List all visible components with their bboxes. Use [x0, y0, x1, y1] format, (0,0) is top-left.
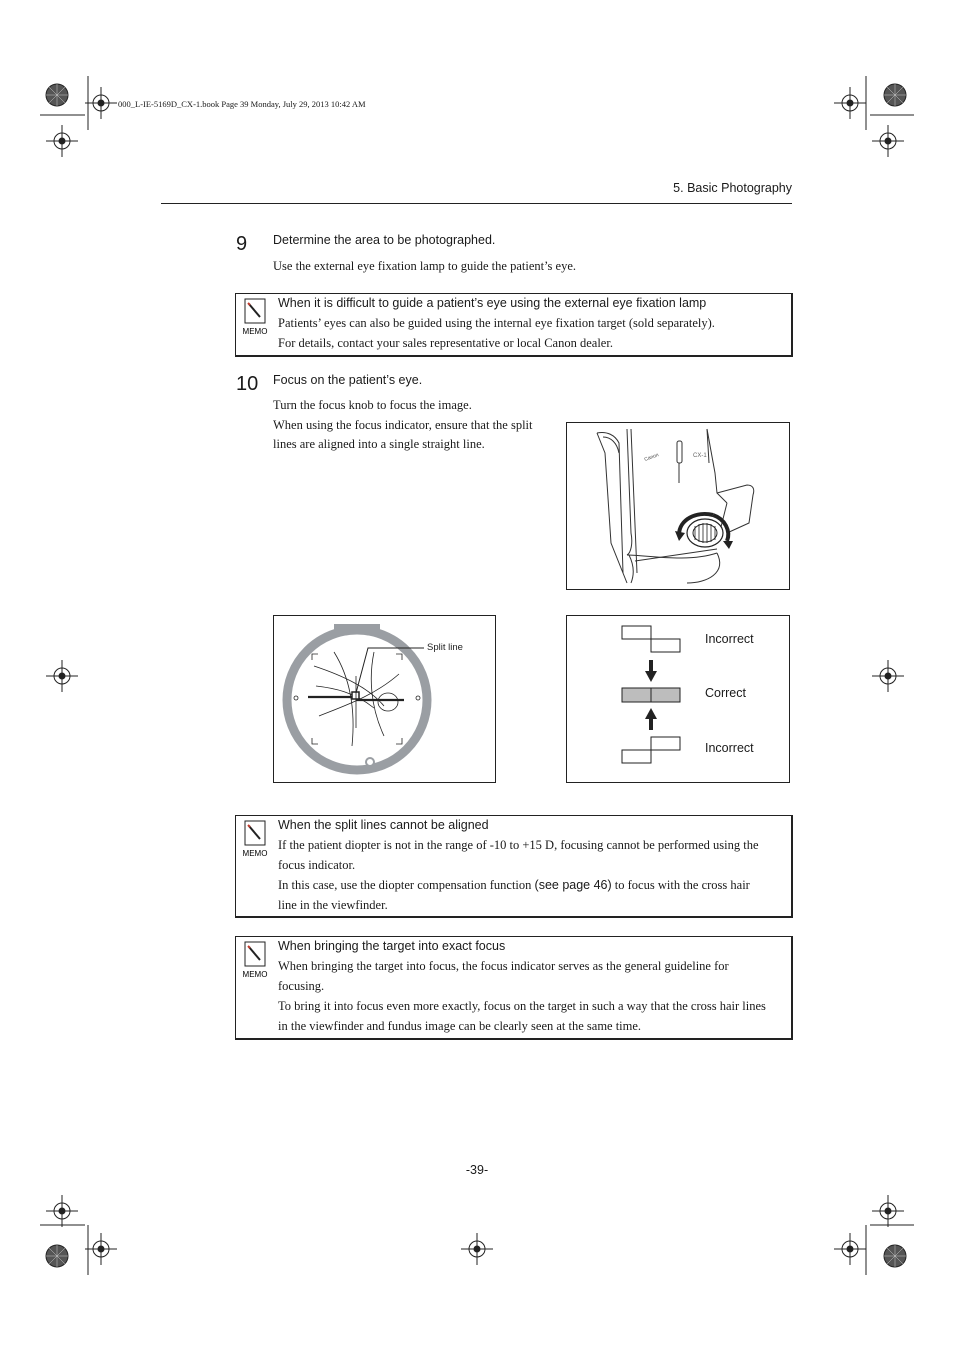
- camera-brand-label: Canon: [643, 452, 660, 463]
- step-body: Use the external eye fixation lamp to guide the patient’s eye.: [273, 259, 577, 273]
- file-header: 000_L-IE-5169D_CX-1.book Page 39 Monday, July 29, 2013 10:42 AM: [118, 99, 366, 109]
- state-label-incorrect: Incorrect: [705, 632, 754, 646]
- step-body: lines are aligned into a single straight line.: [273, 437, 485, 451]
- memo-line: For details, contact your sales representative or local Canon dealer.: [278, 336, 613, 350]
- memo-title: When bringing the target into exact focus: [278, 939, 506, 953]
- viewfinder-figure: [273, 615, 496, 783]
- memo-line: focus indicator.: [278, 858, 356, 872]
- memo-line: Patients’ eyes can also be guided using the internal eye fixation target (sold separately).: [278, 316, 715, 330]
- memo-text: In this case, use the diopter compensation function: [278, 878, 535, 892]
- memo-line: [278, 875, 783, 895]
- arrow-down-icon: [645, 660, 657, 682]
- memo-line: line in the viewfinder.: [278, 898, 388, 912]
- split-line: [308, 676, 404, 728]
- memo-line: in the viewfinder and fundus image can be clearly seen at the same time.: [278, 1019, 642, 1033]
- step-title: Determine the area to be photographed.: [273, 233, 496, 247]
- step-body: When using the focus indicator, ensure that the split: [273, 417, 533, 432]
- split-line-callout: Split line: [427, 642, 463, 653]
- memo-line: When bringing the target into focus, the focus indicator serves as the general guideline for: [278, 959, 729, 973]
- memo-line: If the patient diopter is not in the range of -10 to +15 D, focusing cannot be performed using the: [278, 838, 759, 852]
- step-body: Turn the focus knob to focus the image.: [273, 398, 472, 412]
- memo-title: When the split lines cannot be aligned: [278, 818, 489, 832]
- memo-text: to focus with the cross hair: [611, 878, 750, 892]
- memo-icon-label: MEMO: [242, 970, 268, 979]
- split-states-illustration: [567, 616, 789, 782]
- viewfinder-illustration: [274, 616, 495, 782]
- page-number: -39-: [465, 1163, 489, 1177]
- camera-illustration: [567, 423, 789, 589]
- focus-knob-figure: [566, 422, 790, 590]
- arrow-up-icon: [645, 708, 657, 730]
- memo-icon: [242, 820, 268, 858]
- state-label-incorrect: Incorrect: [705, 741, 754, 755]
- memo-box: [235, 936, 793, 1040]
- split-states-figure: [566, 615, 790, 783]
- page-reference-link[interactable]: (see page 46): [534, 878, 612, 892]
- state-label-correct: Correct: [705, 686, 746, 700]
- step-number: 9: [236, 233, 248, 255]
- camera-model-label: CX-1: [693, 453, 707, 459]
- header-rule: [161, 203, 792, 204]
- step-number: 10: [236, 373, 259, 395]
- section-header: 5. Basic Photography: [673, 181, 792, 195]
- memo-icon-label: MEMO: [242, 327, 268, 336]
- focus-knob: [675, 514, 733, 549]
- memo-line: focusing.: [278, 979, 325, 993]
- memo-icon-label: MEMO: [242, 849, 268, 858]
- memo-box: [235, 293, 793, 357]
- memo-box: [235, 815, 793, 918]
- step-title: Focus on the patient’s eye.: [273, 373, 423, 387]
- memo-line: To bring it into focus even more exactly, focus on the target in such a way that the cross hair lines: [278, 999, 766, 1013]
- memo-icon: [242, 298, 268, 336]
- memo-title: When it is difficult to guide a patient’s eye using the external eye fixation lamp: [278, 296, 707, 310]
- memo-icon: [242, 941, 268, 979]
